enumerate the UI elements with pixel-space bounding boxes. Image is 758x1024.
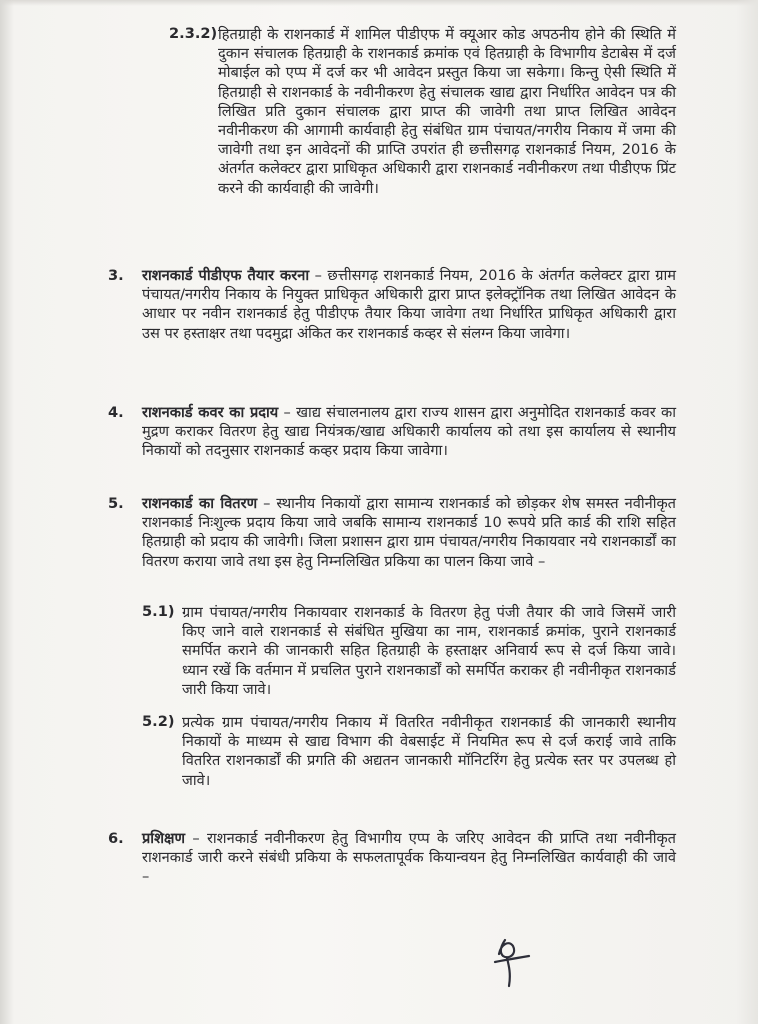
section-5-1-text [182, 603, 676, 699]
section-5-1-body: ग्राम पंचायत/नगरीय निकायवार राशनकार्ड के वितरण हेतु पंजी तैयार की जावे जिसमें जारी किए जाने वाले राशनकार्ड से संबंधित मुखिया का नाम, राशनकार्ड क्रमांक, पुराने राशनकार्ड समर्पित कराने की जानकारी सहित हितग्राही के हस्ताक्षर अनिवार्य रूप से दर्ज किया जावे। ध्यान रखें कि वर्तमान में प्रचलित पुराने राशनकार्डों को समर्पित कराकर ही नवीनीकृत राशनकार्ड जारी किया जावे। [182, 604, 676, 698]
section-5-heading: राशनकार्ड का वितरण [142, 495, 258, 512]
section-5-2-text [182, 713, 676, 790]
section-4-heading: राशनकार्ड कवर का प्रदाय [142, 404, 279, 421]
section-5-body: – स्थानीय निकायों द्वारा सामान्य राशनकार्ड को छोड़कर शेष समस्त नवीनीकृत राशनकार्ड निःशुल्क प्रदाय किया जावे जबकि सामान्य राशनकार्ड 10 रूपये प्रति कार्ड की राशि सहित हितग्राही को प्रदाय की जावेगी। जिला प्रशासन द्वारा ग्राम पंचायत/नगरीय निकायवार नये राशनकार्डों का वितरण कराया जावे तथा इस हेतु निम्नलिखित प्रकिया का पालन किया जावे – [142, 495, 676, 570]
section-2-3-2-text [218, 25, 676, 198]
section-4-text [142, 403, 676, 461]
section-number-3: 3. [108, 267, 124, 284]
page-shadow-left [0, 0, 14, 1024]
signature-mark [487, 932, 535, 990]
section-6-text [142, 829, 676, 887]
section-number-5-1: 5.1) [142, 603, 175, 620]
section-5-text [142, 494, 676, 571]
section-3-body: – छत्तीसगढ़ राशनकार्ड नियम, 2016 के अंतर्गत कलेक्टर द्वारा ग्राम पंचायत/नगरीय निकाय के नियुक्त प्राधिकृत अधिकारी द्वारा प्राप्त इलेक्ट्रॉनिक तथा लिखित आवेदन के आधार पर नवीन राशनकार्ड हेतु पीडीएफ तैयार किया जावेगा तथा निर्धारित प्राधिकृत अधिकारी द्वारा उस पर हस्ताक्षर तथा पदमुद्रा अंकित कर राशनकार्ड कव्हर से संलग्न किया जावेगा। [142, 267, 676, 342]
section-6-body: – राशनकार्ड नवीनीकरण हेतु विभागीय एप्प के जरिए आवेदन की प्राप्ति तथा नवीनीकृत राशनकार्ड जारी करने संबंधी प्रकिया के सफलतापूर्वक कियान्वयन हेतु निम्नलिखित कार्यवाही की जावे – [142, 830, 676, 886]
section-6-heading: प्रशिक्षण [142, 830, 186, 847]
section-number-5-2: 5.2) [142, 713, 175, 730]
section-3-heading: राशनकार्ड पीडीएफ तैयार करना [142, 267, 310, 284]
section-number-2-3-2: 2.3.2) [169, 25, 218, 42]
section-number-5: 5. [108, 495, 124, 512]
section-number-6: 6. [108, 830, 124, 847]
section-number-4: 4. [108, 404, 124, 421]
scan-edge [0, 0, 758, 6]
section-2-3-2-body: हितग्राही के राशनकार्ड में शामिल पीडीएफ में क्यूआर कोड अपठनीय होने की स्थिति में दुकान संचालक हितग्राही के राशनकार्ड क्रमांक एवं हितग्राही के विभागीय डेटाबेस में दर्ज मोबाईल को एप्प में दर्ज कर भी आवेदन प्रस्तुत किया जा सकेगा। किन्तु ऐसी स्थिति में हितग्राही से राशनकार्ड के नवीनीकरण हेतु संचालक खाद्य द्वारा निर्धारित आवेदन पत्र की लिखित प्रति दुकान संचालक द्वारा प्राप्त की जावेगी तथा प्राप्त लिखित आवेदन नवीनीकरण की आगामी कार्यवाही हेतु संबंधित ग्राम पंचायत/नगरीय निकाय में जमा की जावेगी तथा इन आवेदनों की प्राप्ति उपरांत ही छत्तीसगढ़ राशनकार्ड नियम, 2016 के अंतर्गत कलेक्टर द्वारा प्राधिकृत अधिकारी द्वारा राशनकार्ड नवीनीकरण तथा पीडीएफ प्रिंट करने की कार्यवाही की जावेगी। [218, 26, 676, 197]
section-4-body: – खाद्य संचालनालय द्वारा राज्य शासन द्वारा अनुमोदित राशनकार्ड कवर का मुद्रण कराकर वितरण हेतु खाद्य नियंत्रक/खाद्य अधिकारी कार्यालय को तथा इस कार्यालय से स्थानीय निकायों को तदनुसार राशनकार्ड कव्हर प्रदाय किया जावेगा। [142, 404, 676, 460]
page-shadow-right [736, 0, 758, 1024]
section-5-2-body: प्रत्येक ग्राम पंचायत/नगरीय निकाय में वितरित नवीनीकृत राशनकार्ड की जानकारी स्थानीय निकायों के माध्यम से खाद्य विभाग की वेबसाईट में नियमित रूप से दर्ज कराई जावे ताकि वितरित राशनकार्डों की प्रगति की अद्यतन जानकारी मॉनिटरिंग हेतु प्रत्येक स्तर पर उपलब्ध हो जावे। [182, 714, 676, 789]
section-3-text [142, 266, 676, 343]
